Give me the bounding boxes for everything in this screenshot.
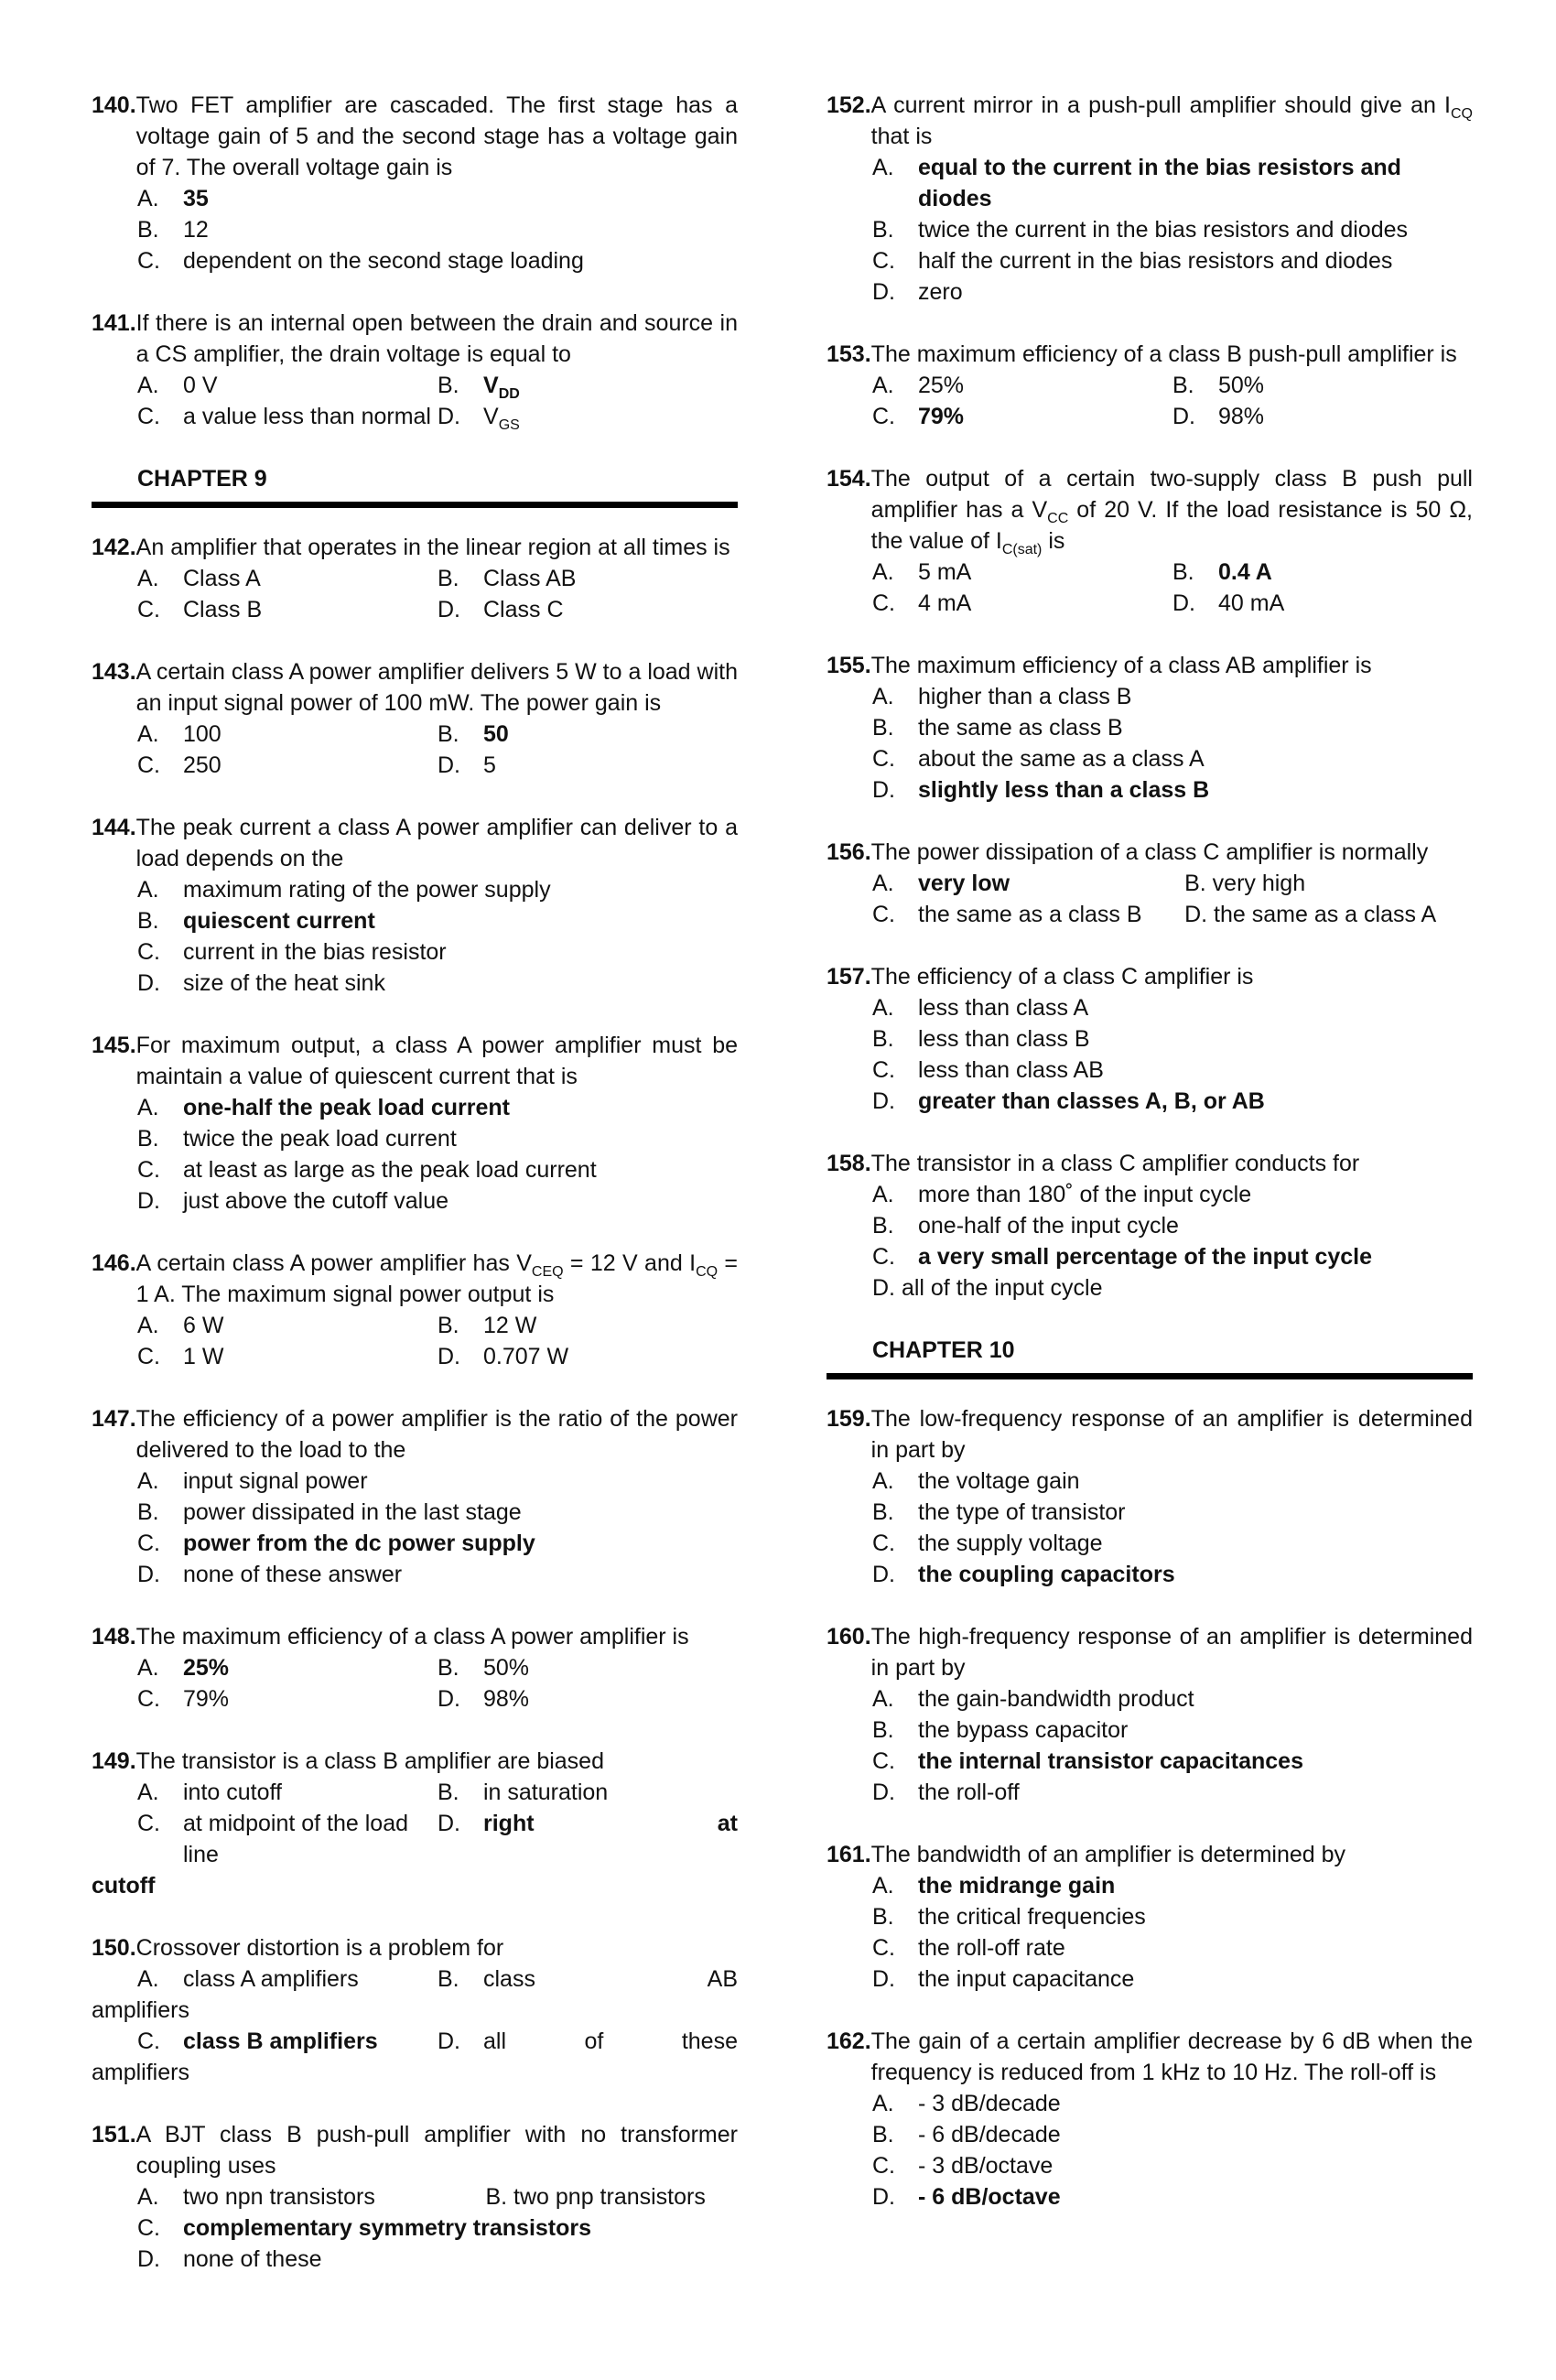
option-d: just above the cutoff value xyxy=(183,1188,449,1214)
question-147 xyxy=(92,1403,738,1590)
option-c: a very small percentage of the input cycle xyxy=(918,1244,1373,1270)
option-label: D. xyxy=(872,1966,895,1992)
option-label: B. xyxy=(137,1499,159,1525)
option-label: C. xyxy=(872,1531,895,1556)
option-c: dependent on the second stage loading xyxy=(183,248,584,274)
option-b: 50% xyxy=(1218,373,1265,398)
option-c: the supply voltage xyxy=(918,1531,1103,1556)
question-text: A current mirror in a push-pull amplifier should give an $I_{CQ}$ that is xyxy=(870,92,1473,149)
option-d: 0.707 W xyxy=(483,1344,569,1369)
option-a: higher than a class B xyxy=(918,684,1132,709)
left-column xyxy=(92,90,738,2306)
question-text: The peak current a class A power amplifier can deliver to a load depends on the xyxy=(135,815,738,871)
option-b: Class AB xyxy=(483,566,577,591)
question-number: 160. xyxy=(827,1624,871,1650)
question-162 xyxy=(827,2026,1473,2212)
option-label: C. xyxy=(137,1157,160,1183)
option-label: C. xyxy=(137,1531,160,1556)
question-160 xyxy=(827,1621,1473,1808)
option-c: the internal transistor capacitances xyxy=(918,1748,1303,1774)
option-a: very low xyxy=(918,871,1010,896)
option-a: class A amplifiers xyxy=(183,1966,359,1992)
option-b: $V_{DD}$ xyxy=(483,373,520,402)
option-label: A. xyxy=(872,995,894,1021)
question-145 xyxy=(92,1030,738,1217)
option-label: A. xyxy=(137,1780,159,1805)
option-label: C. xyxy=(137,2215,160,2241)
option-label: C. xyxy=(872,902,895,927)
question-text: The bandwidth of an amplifier is determined by xyxy=(870,1842,1346,1867)
option-label: A. xyxy=(137,373,159,398)
option-c: the same as a class B xyxy=(918,902,1142,927)
option-c: current in the bias resistor xyxy=(183,939,447,965)
question-text: An amplifier that operates in the linear region at all times is xyxy=(135,535,730,560)
option-label: D. xyxy=(137,1562,160,1587)
option-label: B. xyxy=(438,721,459,747)
option-d: D. the same as a class A xyxy=(1184,902,1437,927)
option-label: A. xyxy=(137,721,159,747)
question-151 xyxy=(92,2119,738,2275)
option-label: C. xyxy=(137,248,160,274)
option-a: less than class A xyxy=(918,995,1089,1021)
option-a: input signal power xyxy=(183,1468,368,1494)
question-number: 159. xyxy=(827,1406,871,1432)
option-c: Class B xyxy=(183,597,263,622)
question-number: 145. xyxy=(92,1033,136,1058)
option-d: zero xyxy=(918,279,963,305)
option-label: C. xyxy=(872,2153,895,2179)
option-label: B. xyxy=(438,373,459,398)
option-a: one-half the peak load current xyxy=(183,1095,511,1120)
option-b: quiescent current xyxy=(183,908,375,934)
option-a: - 3 dB/decade xyxy=(918,2091,1061,2116)
option-b: 12 W xyxy=(483,1313,537,1338)
question-text: A BJT class B push-pull amplifier with no transformer coupling uses xyxy=(135,2122,738,2179)
option-label: D. xyxy=(872,1562,895,1587)
question-156 xyxy=(827,837,1473,930)
question-text: The efficiency of a class C amplifier is xyxy=(870,964,1254,990)
question-text: A certain class A power amplifier has $V_{CEQ} = 12$ V and $I_{CQ} = 1$ A. The maximum signal power output is xyxy=(135,1250,739,1307)
option-label: C. xyxy=(137,1344,160,1369)
option-a: 25% xyxy=(918,373,965,398)
question-157 xyxy=(827,961,1473,1117)
question-number: 146. xyxy=(92,1250,136,1276)
option-c: 79% xyxy=(918,404,965,429)
option-d: none of these xyxy=(183,2246,322,2272)
option-d: 5 xyxy=(483,752,496,778)
option-a: 35 xyxy=(183,186,209,211)
option-a: 0 V xyxy=(183,373,218,398)
option-c: class B amplifiers xyxy=(183,2028,378,2054)
question-text: Two FET amplifier are cascaded. The first stage has a voltage gain of 5 and the second stage has a voltage gain of 7. The overall voltage gain is xyxy=(135,92,738,180)
option-b: class AB xyxy=(483,1966,738,1992)
option-label: D. xyxy=(872,777,895,803)
option-d: 40 mA xyxy=(1218,590,1285,616)
question-143 xyxy=(92,656,738,781)
question-142 xyxy=(92,532,738,625)
option-c: the roll-off rate xyxy=(918,1935,1065,1961)
question-number: 153. xyxy=(827,341,871,367)
option-c: at midpoint of the load line xyxy=(183,1811,408,1867)
option-a: Class A xyxy=(183,566,261,591)
option-c: less than class AB xyxy=(918,1057,1104,1083)
option-label: C. xyxy=(872,1244,895,1270)
question-number: 151. xyxy=(92,2122,136,2147)
option-c: power from the dc power supply xyxy=(183,1531,535,1556)
option-label: B. xyxy=(872,1499,894,1525)
option-label: B. xyxy=(137,908,159,934)
option-b: less than class B xyxy=(918,1026,1090,1052)
option-c: 4 mA xyxy=(918,590,972,616)
question-number: 150. xyxy=(92,1935,136,1961)
option-d: size of the heat sink xyxy=(183,970,385,996)
question-141 xyxy=(92,308,738,432)
option-label: C. xyxy=(137,404,160,429)
option-d: Class C xyxy=(483,597,564,622)
option-label: B. xyxy=(872,1213,894,1239)
option-a: more than 180˚ of the input cycle xyxy=(918,1182,1252,1207)
option-label: B. xyxy=(872,1904,894,1930)
option-d: the coupling capacitors xyxy=(918,1562,1175,1587)
option-label: A. xyxy=(137,1468,159,1494)
option-d: the input capacitance xyxy=(918,1966,1135,1992)
option-label: A. xyxy=(872,1182,894,1207)
option-label: D. xyxy=(872,1088,895,1114)
option-label: D. xyxy=(872,2184,895,2210)
option-label: B. xyxy=(872,217,894,243)
question-140 xyxy=(92,90,738,276)
option-d: - 6 dB/octave xyxy=(918,2184,1061,2210)
question-159 xyxy=(827,1403,1473,1590)
question-149 xyxy=(92,1746,738,1901)
option-label: A. xyxy=(872,155,894,180)
question-text: For maximum output, a class A power amplifier must be maintain a value of quiescent current that is xyxy=(135,1033,738,1089)
option-label: C. xyxy=(872,1057,895,1083)
option-b: 50 xyxy=(483,721,509,747)
question-text: The low-frequency response of an amplifier is determined in part by xyxy=(870,1406,1473,1463)
option-b: 0.4 A xyxy=(1218,559,1272,585)
question-text: The transistor is a class B amplifier are biased xyxy=(135,1748,604,1774)
question-number: 148. xyxy=(92,1624,136,1650)
option-a: two npn transistors xyxy=(183,2184,375,2210)
option-label: A. xyxy=(872,1686,894,1712)
question-number: 154. xyxy=(827,466,871,492)
option-label: B. xyxy=(1172,373,1194,398)
option-label: D. xyxy=(438,404,460,429)
option-d: D. all of the input cycle xyxy=(872,1275,1103,1301)
option-b: 50% xyxy=(483,1655,530,1681)
option-label: C. xyxy=(137,597,160,622)
question-154 xyxy=(827,463,1473,619)
option-b: 12 xyxy=(183,217,209,243)
question-text: If there is an internal open between the drain and source in a CS amplifier, the drain voltage is equal to xyxy=(135,310,738,367)
question-number: 142. xyxy=(92,535,136,560)
option-label: B. xyxy=(872,715,894,741)
option-label: B. xyxy=(438,1966,459,1992)
option-label: B. xyxy=(438,1655,459,1681)
option-d: right at xyxy=(483,1811,738,1836)
option-d: 98% xyxy=(1218,404,1265,429)
option-label: D. xyxy=(1172,590,1195,616)
option-label: C. xyxy=(872,404,895,429)
option-d-continuation: cutoff xyxy=(92,1873,156,1899)
option-label: C. xyxy=(872,590,895,616)
question-number: 141. xyxy=(92,310,136,336)
option-b: power dissipated in the last stage xyxy=(183,1499,522,1525)
option-a: equal to the current in the bias resistors and diodes xyxy=(918,155,1401,211)
option-label: C. xyxy=(137,752,160,778)
option-label: B. xyxy=(438,1313,459,1338)
option-label: A. xyxy=(872,373,894,398)
option-label: C. xyxy=(872,1748,895,1774)
option-label: C. xyxy=(872,1935,895,1961)
option-d: 98% xyxy=(483,1686,530,1712)
option-label: A. xyxy=(137,1655,159,1681)
question-148 xyxy=(92,1621,738,1715)
option-label: D. xyxy=(438,1811,460,1836)
question-number: 143. xyxy=(92,659,136,685)
question-number: 140. xyxy=(92,92,136,118)
question-text: The maximum efficiency of a class B push-pull amplifier is xyxy=(870,341,1457,367)
option-c: a value less than normal xyxy=(183,404,431,429)
option-b: the critical frequencies xyxy=(918,1904,1146,1930)
question-number: 144. xyxy=(92,815,136,840)
option-label: B. xyxy=(438,566,459,591)
option-b: twice the current in the bias resistors and diodes xyxy=(918,217,1408,243)
option-c: 1 W xyxy=(183,1344,224,1369)
chapter-10-heading: CHAPTER 10 xyxy=(872,1337,1015,1363)
option-label: C. xyxy=(137,939,160,965)
option-d-continuation: amplifiers xyxy=(92,2060,189,2085)
option-label: D. xyxy=(872,1780,895,1805)
question-number: 147. xyxy=(92,1406,136,1432)
option-c: half the current in the bias resistors and diodes xyxy=(918,248,1393,274)
option-label: C. xyxy=(137,2028,160,2054)
question-text: Crossover distortion is a problem for xyxy=(135,1935,504,1961)
question-text: The gain of a certain amplifier decrease by 6 dB when the frequency is reduced from 1 kHz to 10 Hz. The roll-off is xyxy=(870,2028,1473,2085)
option-label: A. xyxy=(137,1313,159,1338)
option-label: D. xyxy=(872,279,895,305)
question-number: 158. xyxy=(827,1151,871,1176)
question-text: A certain class A power amplifier delivers 5 W to a load with an input signal power of 100 mW. The power gain is xyxy=(135,659,738,716)
option-label: C. xyxy=(872,248,895,274)
option-b: the same as class B xyxy=(918,715,1123,741)
option-label: D. xyxy=(438,1344,460,1369)
option-a: maximum rating of the power supply xyxy=(183,877,551,903)
option-label: D. xyxy=(438,1686,460,1712)
question-155 xyxy=(827,650,1473,806)
option-b: in saturation xyxy=(483,1780,609,1805)
question-number: 162. xyxy=(827,2028,871,2054)
question-144 xyxy=(92,812,738,999)
question-number: 152. xyxy=(827,92,871,118)
option-label: D. xyxy=(438,2028,460,2054)
option-label: A. xyxy=(872,1468,894,1494)
option-d: $V_{GS}$ xyxy=(483,404,520,433)
option-label: A. xyxy=(872,684,894,709)
option-b: B. two pnp transistors xyxy=(485,2184,706,2210)
option-b-continuation: amplifiers xyxy=(92,1997,189,2023)
option-label: A. xyxy=(872,2091,894,2116)
question-158 xyxy=(827,1148,1473,1304)
option-label: D. xyxy=(137,2246,160,2272)
option-c: - 3 dB/octave xyxy=(918,2153,1054,2179)
option-a: the voltage gain xyxy=(918,1468,1080,1494)
question-text: The efficiency of a power amplifier is the ratio of the power delivered to the load to the xyxy=(135,1406,738,1463)
option-label: C. xyxy=(872,746,895,772)
option-label: A. xyxy=(137,1966,159,1992)
option-a: into cutoff xyxy=(183,1780,282,1805)
question-text: The maximum efficiency of a class A power amplifier is xyxy=(135,1624,689,1650)
chapter-divider xyxy=(92,502,738,508)
option-d: slightly less than a class B xyxy=(918,777,1210,803)
option-label: B. xyxy=(438,1780,459,1805)
option-a: the gain-bandwidth product xyxy=(918,1686,1194,1712)
option-label: D. xyxy=(438,597,460,622)
option-b: one-half of the input cycle xyxy=(918,1213,1179,1239)
question-152 xyxy=(827,90,1473,308)
question-150 xyxy=(92,1932,738,2088)
option-a: 25% xyxy=(183,1655,230,1681)
option-label: A. xyxy=(137,186,159,211)
option-d: all of these xyxy=(483,2028,738,2054)
option-a: 6 W xyxy=(183,1313,224,1338)
question-153 xyxy=(827,339,1473,432)
question-number: 161. xyxy=(827,1842,871,1867)
option-d: the roll-off xyxy=(918,1780,1020,1805)
option-a: 5 mA xyxy=(918,559,972,585)
question-text: The transistor in a class C amplifier conducts for xyxy=(870,1151,1360,1176)
option-label: D. xyxy=(438,752,460,778)
right-column xyxy=(827,90,1473,2244)
option-label: A. xyxy=(137,877,159,903)
option-c: complementary symmetry transistors xyxy=(183,2215,592,2241)
option-label: D. xyxy=(137,1188,160,1214)
option-label: B. xyxy=(137,217,159,243)
option-label: C. xyxy=(137,1811,160,1836)
option-b: twice the peak load current xyxy=(183,1126,457,1152)
option-label: B. xyxy=(1172,559,1194,585)
option-c: 79% xyxy=(183,1686,230,1712)
question-text: The output of a certain two-supply class B push pull amplifier has a $V_{CC}$ of 20 V. If the load resistance is 50 Ω, the value of $I_{C(sat)}$ is xyxy=(870,466,1473,557)
option-a: the midrange gain xyxy=(918,1873,1116,1899)
question-number: 149. xyxy=(92,1748,136,1774)
chapter-9-heading: CHAPTER 9 xyxy=(137,466,267,492)
option-label: B. xyxy=(137,1126,159,1152)
option-label: A. xyxy=(137,1095,159,1120)
question-text: The high-frequency response of an amplifier is determined in part by xyxy=(870,1624,1473,1681)
option-a: 100 xyxy=(183,721,222,747)
option-b: the type of transistor xyxy=(918,1499,1126,1525)
option-b: - 6 dB/decade xyxy=(918,2122,1061,2147)
option-c: about the same as a class A xyxy=(918,746,1205,772)
question-text: The power dissipation of a class C amplifier is normally xyxy=(870,839,1429,865)
option-label: B. xyxy=(872,1717,894,1743)
option-label: D. xyxy=(1172,404,1195,429)
option-label: A. xyxy=(872,871,894,896)
question-number: 157. xyxy=(827,964,871,990)
question-text: The maximum efficiency of a class AB amplifier is xyxy=(870,653,1372,678)
option-b: B. very high xyxy=(1184,871,1306,896)
option-label: B. xyxy=(872,1026,894,1052)
option-label: B. xyxy=(872,2122,894,2147)
option-label: D. xyxy=(137,970,160,996)
option-d: none of these answer xyxy=(183,1562,403,1587)
option-d: greater than classes A, B, or AB xyxy=(918,1088,1265,1114)
question-161 xyxy=(827,1839,1473,1995)
question-146 xyxy=(92,1248,738,1372)
option-label: A. xyxy=(137,566,159,591)
chapter-divider xyxy=(827,1373,1473,1379)
option-label: C. xyxy=(137,1686,160,1712)
option-c: at least as large as the peak load current xyxy=(183,1157,597,1183)
option-label: A. xyxy=(872,1873,894,1899)
option-b: the bypass capacitor xyxy=(918,1717,1129,1743)
question-number: 155. xyxy=(827,653,871,678)
question-number: 156. xyxy=(827,839,871,865)
option-label: A. xyxy=(137,2184,159,2210)
option-c: 250 xyxy=(183,752,222,778)
option-label: A. xyxy=(872,559,894,585)
